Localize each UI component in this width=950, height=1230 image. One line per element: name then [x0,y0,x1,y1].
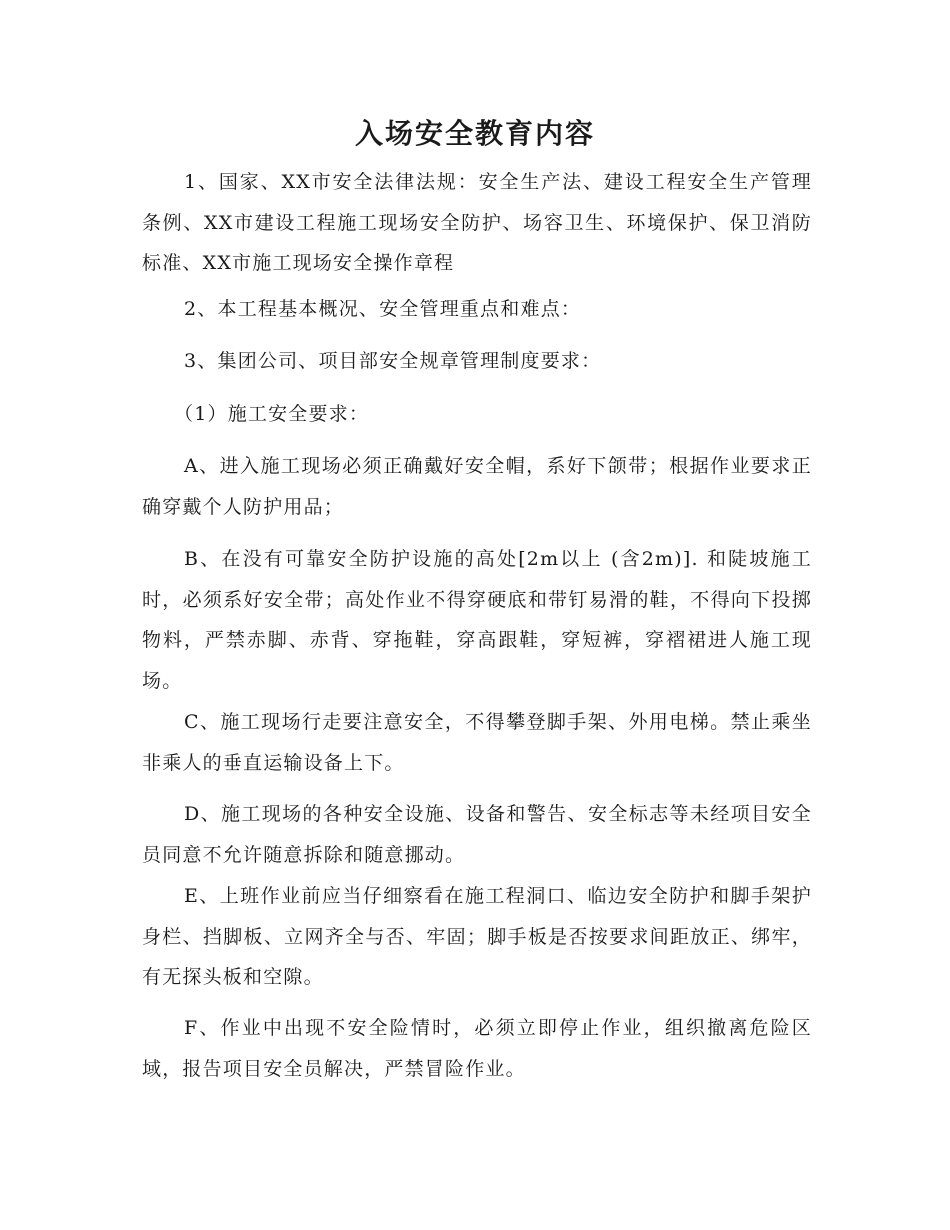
paragraph-construction-safety-heading: （1）施工安全要求： [174,403,370,425]
paragraph-item-f: F、作业中出现不安全险情时，必须立即停止作业，组织撤离危险区域，报告项目安全员解决，严禁冒险作业。 [142,1017,812,1080]
paragraph-company-rules: 3、集团公司、项目部安全规章管理制度要求： [184,350,602,372]
paragraph-item-b: B、在没有可靠安全防护设施的高处[2m以上 (含2m)]. 和陡坡施工时，必须系好安全带；高处作业不得穿硬底和带钉易滑的鞋，不得向下投掷物料，严禁赤脚、赤背、穿拖鞋，穿高跟鞋，穿短裤，穿褶裙进人施工现场。 [142,548,812,693]
paragraph-item-a: A、进入施工现场必须正确戴好安全帽，系好下颌带；根据作业要求正确穿戴个人防护用品； [142,455,812,518]
paragraph-item-c: C、施工现场行走要注意安全，不得攀登脚手架、外用电梯。禁止乘坐非乘人的垂直运输设备上下。 [142,711,812,774]
paragraph-item-e: E、上班作业前应当仔细察看在施工程洞口、临边安全防护和脚手架护身栏、挡脚板、立网齐全与否、牢固；脚手板是否按要求间距放正、绑牢，有无探头板和空隙。 [142,885,812,989]
paragraph-project-overview: 2、本工程基本概况、安全管理重点和难点： [184,298,582,320]
document-title: 入场安全教育内容 [354,117,595,150]
paragraph-item-d: D、施工现场的各种安全设施、设备和警告、安全标志等未经项目安全员同意不允许随意拆除和随意挪动。 [142,803,812,866]
paragraph-laws: 1、国家、XX市安全法律法规：安全生产法、建设工程安全生产管理条例、XX市建设工程施工现场安全防护、场容卫生、环境保护、保卫消防标准、XX市施工现场安全操作章程 [142,171,812,275]
